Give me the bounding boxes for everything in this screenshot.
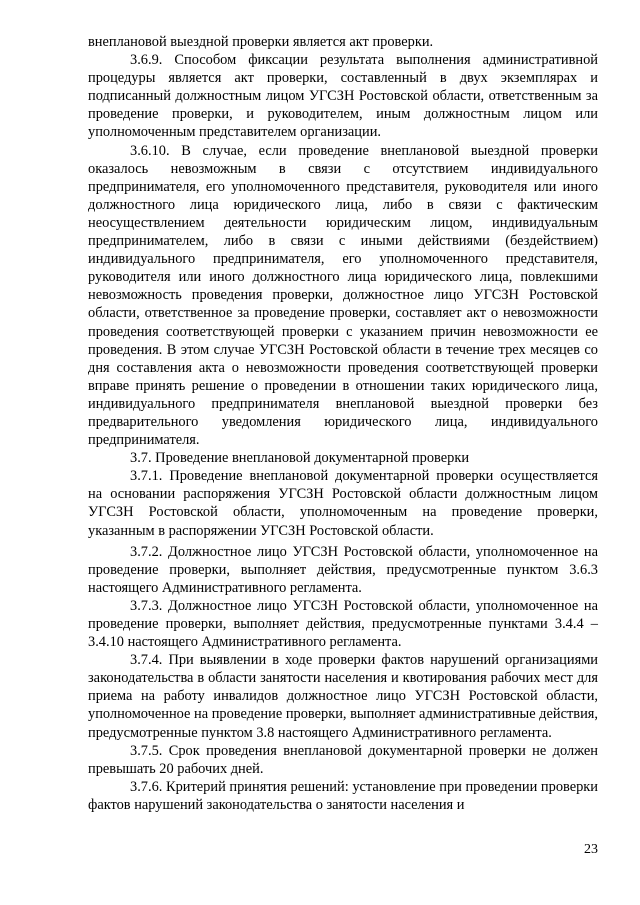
page-number: 23 xyxy=(584,842,598,857)
paragraph-0: внеплановой выездной проверки является акт проверки. xyxy=(88,34,434,50)
section-heading-3-7: 3.7. Проведение внеплановой документарной проверки xyxy=(130,450,470,467)
paragraph-3-7-2: 3.7.2. Должностное лицо УГСЗН Ростовской области, уполномоченное на проведение проверки, выполняет действия, предусмотренные пунктом 3.6.3 настоящего Административного регламента. xyxy=(88,543,598,596)
paragraph-3-7-4: 3.7.4. При выявлении в ходе проверки фактов нарушений организациями законодательства в области занятости населения и квотирования рабочих мест для приема на работу инвалидов должностное лицо УГСЗН Ростовской области, уполномоченное на проведение проверки, выполняет административные действия, предусмотренные пунктом 3.8 настоящего Административного регламента. xyxy=(88,652,598,741)
paragraph-3-7-6: 3.7.6. Критерий принятия решений: установление при проведении проверки фактов нарушений законодательства о занятости населения и xyxy=(88,778,598,813)
document-page xyxy=(88,33,598,814)
paragraph-3-7-5: 3.7.5. Срок проведения внеплановой документарной проверки не должен превышать 20 рабочих дней. xyxy=(88,742,598,777)
paragraph-3-7-1: 3.7.1. Проведение внеплановой документарной проверки осуществляется на основании распоряжения УГСЗН Ростовской области должностным лицом УГСЗН Ростовской области, уполномоченным на проведение проверки, указанным в распоряжении УГСЗН Ростовской области. xyxy=(88,468,598,539)
paragraph-3-7-3: 3.7.3. Должностное лицо УГСЗН Ростовской области, уполномоченное на проведение проверки, выполняет действия, предусмотренные пунктами 3.4.4 – 3.4.10 настоящего Административного регламента. xyxy=(88,597,598,651)
paragraph-3-6-9: 3.6.9. Способом фиксации результата выполнения административной процедуры является акт проверки, составленный в двух экземплярах и подписанный должностным лицом УГСЗН Ростовской области, ответственным за проведение проверки, и руководителем, иным должностным лицом или уполномоченным представителем организации. xyxy=(88,52,598,141)
paragraph-3-6-10: 3.6.10. В случае, если проведение внеплановой выездной проверки оказалось невозможным в связи с отсутствием индивидуального предпринимателя, его уполномоченного представителя, руководителя или иного должностного лица юридического лица, либо в связи с фактическим неосуществлением деятельности юридическим лицом, индивидуальным предпринимателем, либо в связи с иными действиями (бездействием) индивидуального предпринимателя, его уполномоченного представителя, руководителя или иного должностного лица юридического лица, повлекшими невозможность проведения проверки, должностное лицо УГСЗН Ростовской области, ответственное за проведение проверки, составляет акт о невозможности проведения соответствующей проверки с указанием причин невозможности ее проведения. В этом случае УГСЗН Ростовской области в течение трех месяцев со дня составления акта о невозможности проведения соответствующей проверки вправе принять решение о проведении в отношении таких юридического лица, индивидуального предпринимателя внеплановой выездной проверки без предварительного уведомления юридического лица, индивидуального предпринимателя. xyxy=(88,142,598,449)
